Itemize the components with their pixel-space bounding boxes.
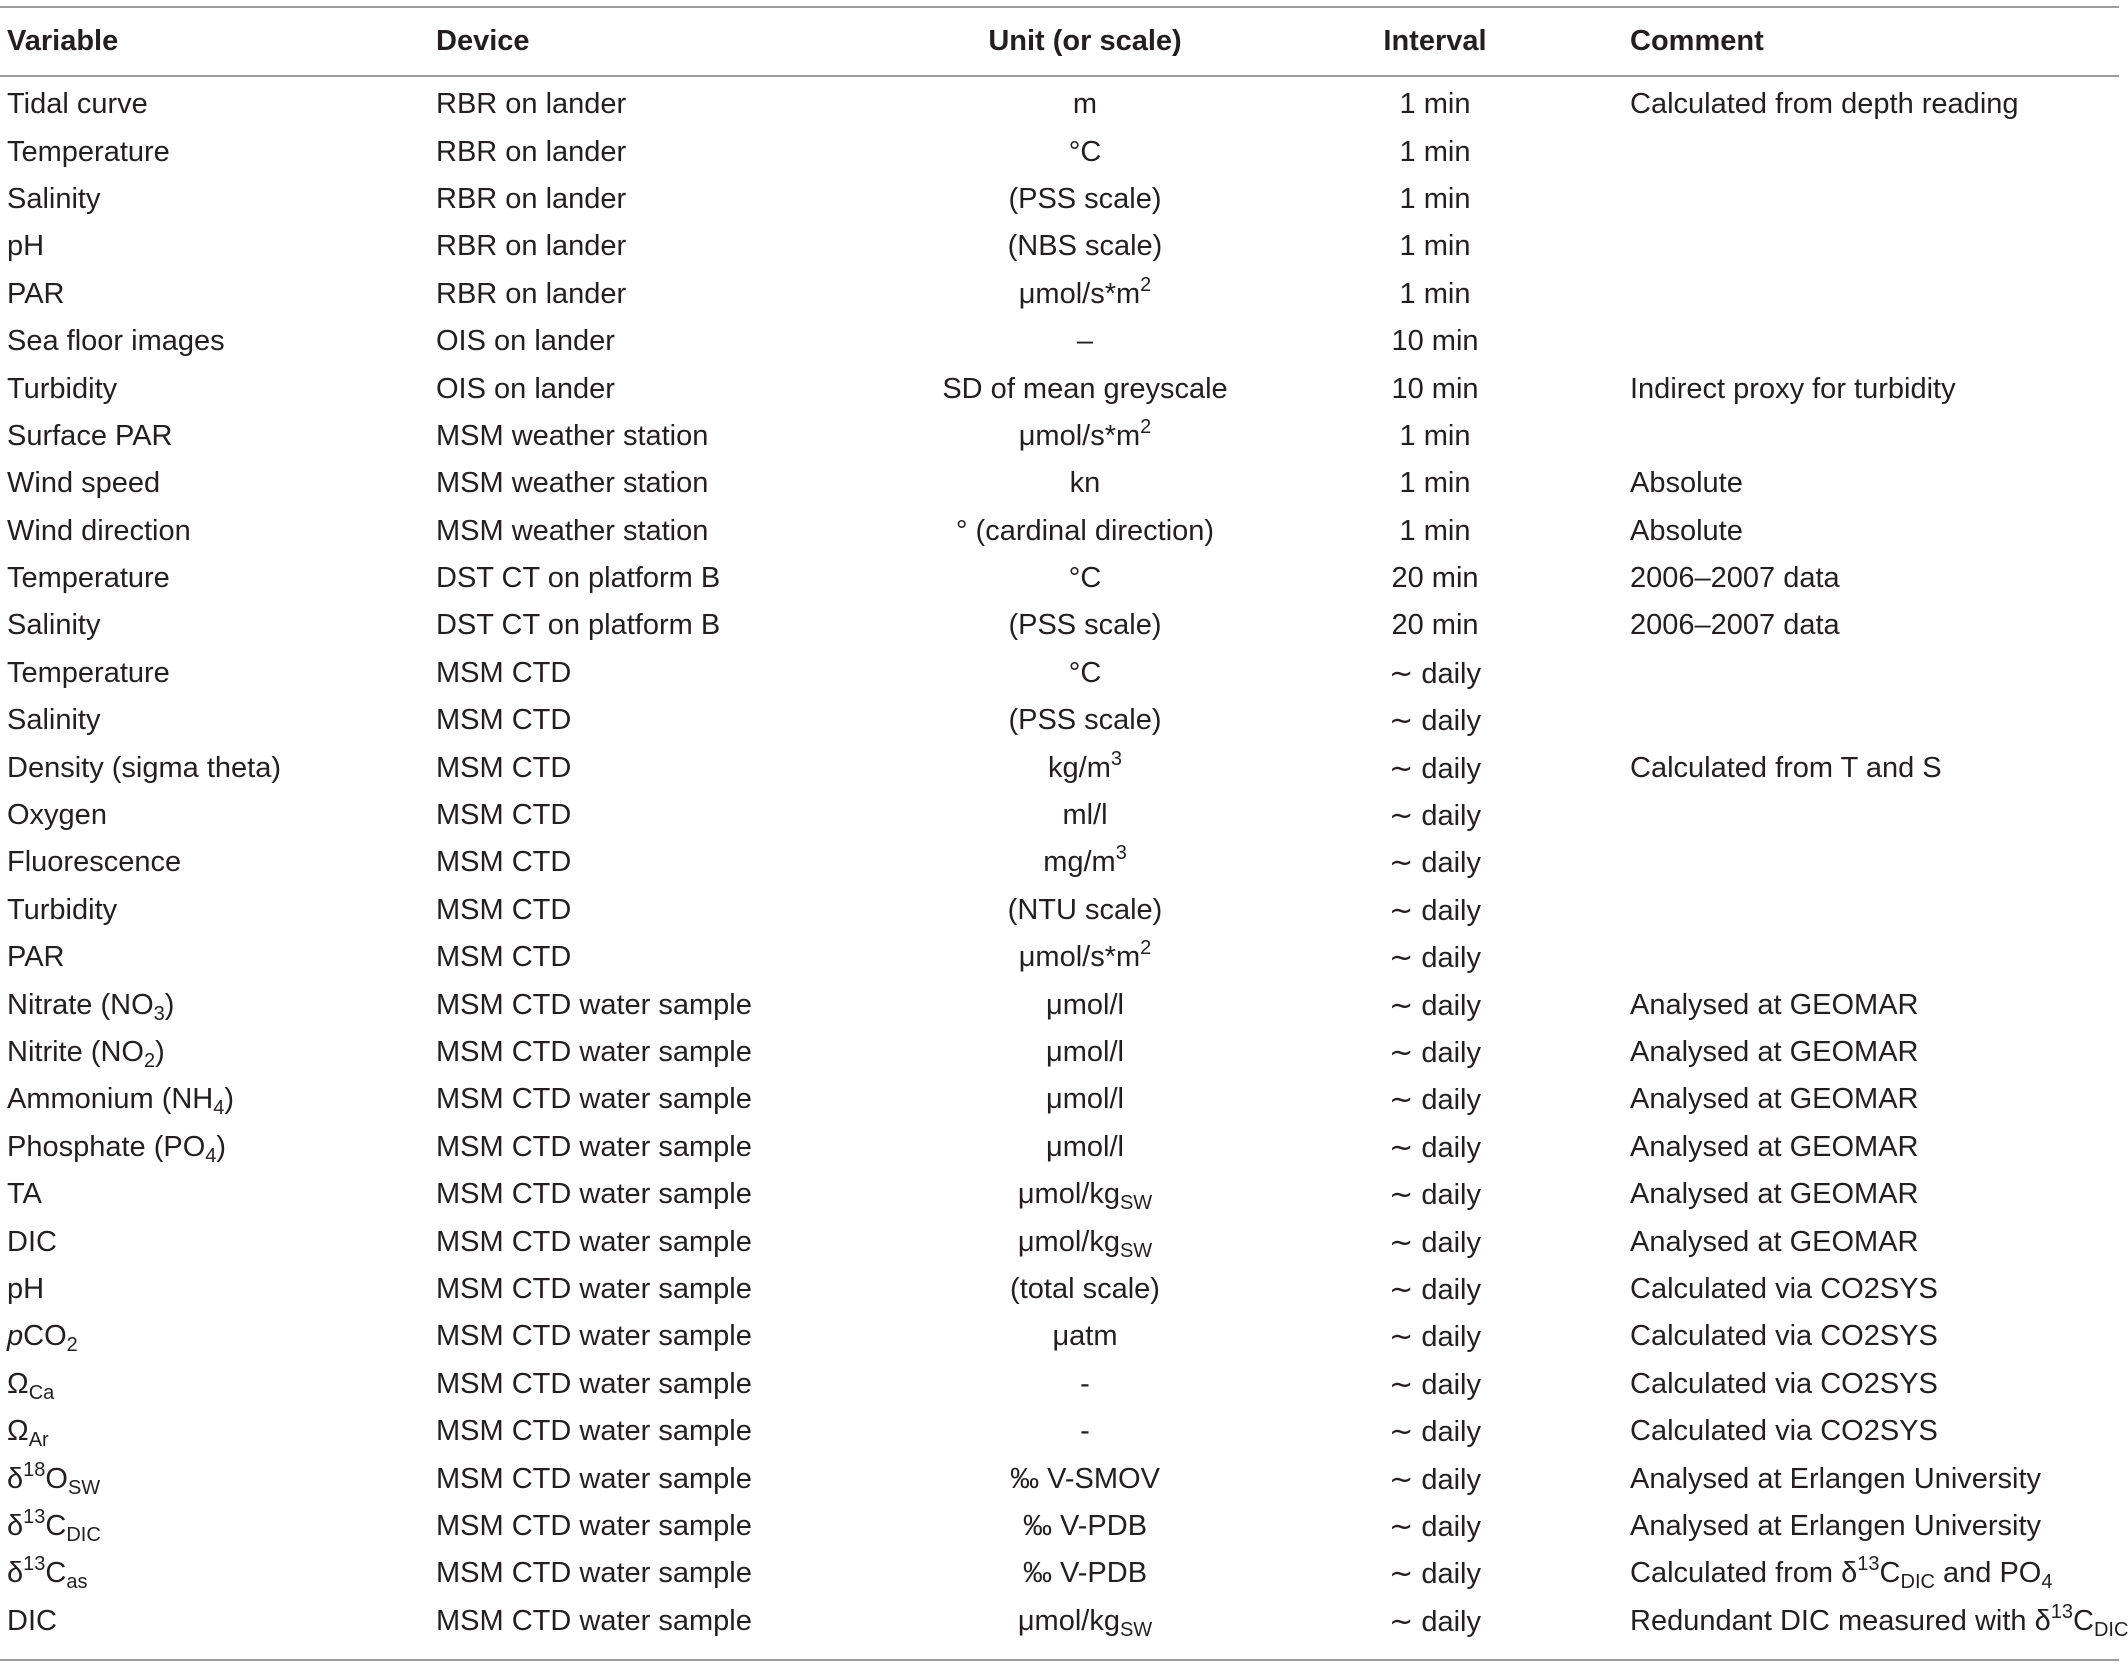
cell-comment — [1630, 697, 2119, 744]
table-row — [0, 934, 2119, 981]
cell-comment: Calculated via CO2SYS — [1630, 1272, 1938, 1305]
cell-variable: pH — [7, 1272, 45, 1305]
cell-unit: μmol/$kg_{SW}$ — [1017, 1604, 1153, 1641]
table-body — [0, 75, 2128, 1645]
cell-variable: Nitrite $(NO_2)$ — [7, 1036, 165, 1072]
cell-variable: $\Omega_{Ar}$ — [7, 1415, 49, 1452]
cell-interval: 1 min — [1399, 467, 1471, 500]
cell-comment — [1630, 318, 2119, 365]
cell-variable: pCO$_2$ — [7, 1320, 78, 1357]
cell-comment: Analysed at Erlangen University — [1630, 1462, 2042, 1495]
cell-interval: ∼ daily — [1389, 800, 1481, 833]
cell-unit: ml/l — [1062, 799, 1108, 832]
cell-device: MSM CTD water sample — [436, 1367, 752, 1400]
cell-unit: SD of mean greyscale — [942, 372, 1228, 405]
table-row — [0, 1550, 2119, 1597]
cell-variable: $\delta^{13}C_{as}$ — [7, 1553, 88, 1594]
cell-device: RBR on lander — [436, 88, 627, 121]
cell-interval: ∼ daily — [1389, 989, 1481, 1022]
table-row — [0, 1076, 2119, 1123]
cell-comment: Absolute — [1630, 514, 1743, 547]
cell-unit: – — [1076, 325, 1094, 358]
cell-comment: Calculated via CO2SYS — [1630, 1320, 1938, 1353]
cell-interval: 1 min — [1399, 277, 1471, 310]
cell-device: MSM CTD water sample — [436, 1272, 752, 1305]
cell-interval: 1 min — [1399, 514, 1471, 547]
cell-variable: Temperature — [7, 135, 170, 168]
cell-variable: Temperature — [7, 562, 170, 595]
cell-unit: °C — [1068, 135, 1102, 168]
cell-interval: 1 min — [1399, 88, 1471, 121]
cell-device: MSM CTD water sample — [436, 1604, 752, 1637]
cell-variable: PAR — [7, 941, 65, 974]
cell-comment — [1630, 650, 2119, 697]
cell-comment: Analysed at GEOMAR — [1630, 1178, 1919, 1211]
cell-comment: Analysed at Erlangen University — [1630, 1509, 2042, 1542]
cell-device: OIS on lander — [436, 325, 615, 358]
cell-comment: Calculated from $\delta^{13}C_{DIC}$ and $PO_4$ — [1630, 1553, 2053, 1594]
table-header-row — [0, 8, 2119, 75]
cell-variable: Turbidity — [7, 372, 118, 405]
cell-unit: (NBS scale) — [1007, 230, 1163, 263]
cell-variable: pH — [7, 230, 45, 263]
cell-comment: Redundant DIC measured with $\delta^{13}C_{DIC}$ — [1630, 1600, 2128, 1641]
cell-device: MSM weather station — [436, 419, 709, 452]
cell-comment — [1630, 887, 2119, 934]
cell-comment — [1630, 271, 2119, 318]
header-unit: Unit (or scale) — [988, 25, 1182, 57]
cell-unit: $mg/m^3$ — [1043, 842, 1127, 879]
cell-unit: μmol/$kg_{SW}$ — [1017, 1225, 1153, 1262]
table-row — [0, 1266, 2119, 1313]
cell-unit: ‰ V-PDB — [1022, 1509, 1148, 1542]
cell-unit: (total scale) — [1010, 1272, 1160, 1305]
cell-unit: m — [1072, 88, 1098, 121]
cell-device: MSM CTD water sample — [436, 1130, 752, 1163]
header-comment: Comment — [1630, 25, 1764, 57]
table-row — [0, 602, 2119, 649]
cell-comment: 2006–2007 data — [1630, 609, 1840, 642]
cell-variable: Fluorescence — [7, 846, 182, 879]
cell-device: MSM CTD — [436, 704, 572, 737]
cell-unit: μmol/$kg_{SW}$ — [1017, 1178, 1153, 1215]
cell-interval: 10 min — [1391, 325, 1479, 358]
cell-interval: ∼ daily — [1389, 894, 1481, 927]
cell-device: MSM CTD water sample — [436, 1036, 752, 1068]
cell-device: DST CT on platform B — [436, 562, 721, 595]
cell-unit: - — [1080, 1415, 1090, 1448]
cell-device: MSM CTD — [436, 941, 572, 974]
cell-device: MSM CTD — [436, 656, 572, 689]
cell-unit: (PSS scale) — [1008, 704, 1162, 737]
table-row — [0, 413, 2119, 460]
cell-comment: Analysed at GEOMAR — [1630, 1036, 1919, 1068]
cell-unit: μmol/$s*m^2$ — [1018, 415, 1152, 452]
table-row — [0, 1171, 2119, 1218]
cell-interval: ∼ daily — [1389, 1416, 1481, 1449]
cell-device: MSM CTD water sample — [436, 988, 752, 1021]
cell-unit: μmol/l — [1046, 1130, 1124, 1163]
cell-device: MSM CTD water sample — [436, 1225, 752, 1258]
variables-table — [0, 8, 2128, 1645]
cell-variable: Temperature — [7, 656, 170, 689]
cell-device: OIS on lander — [436, 372, 615, 405]
cell-device: DST CT on platform B — [436, 609, 721, 642]
cell-interval: 10 min — [1391, 372, 1479, 405]
cell-interval: ∼ daily — [1389, 1368, 1481, 1401]
cell-comment: Analysed at GEOMAR — [1630, 1225, 1919, 1258]
cell-device: MSM CTD — [436, 751, 572, 784]
cell-comment: Calculated via CO2SYS — [1630, 1415, 1938, 1448]
cell-interval: ∼ daily — [1389, 1605, 1481, 1638]
table-row — [0, 508, 2119, 555]
cell-variable: $\Omega_{Ca}$ — [7, 1367, 55, 1404]
cell-unit: °C — [1068, 562, 1102, 595]
table-row — [0, 1598, 2119, 1645]
cell-variable: Sea floor images — [7, 325, 225, 358]
cell-device: MSM CTD — [436, 893, 572, 926]
table-row — [0, 1124, 2119, 1171]
table-row — [0, 792, 2119, 839]
cell-variable: DIC — [7, 1604, 57, 1637]
table-row — [0, 697, 2119, 744]
cell-comment: Calculated from T and S — [1630, 751, 1942, 784]
cell-comment: Analysed at GEOMAR — [1630, 988, 1919, 1021]
cell-device: MSM CTD water sample — [436, 1509, 752, 1542]
cell-comment — [1630, 839, 2119, 886]
cell-unit: (PSS scale) — [1008, 609, 1162, 642]
cell-variable: Turbidity — [7, 893, 118, 926]
table-row — [0, 650, 2119, 697]
cell-comment — [1630, 128, 2119, 175]
cell-interval: ∼ daily — [1389, 1321, 1481, 1354]
cell-interval: 20 min — [1391, 562, 1479, 595]
cell-device: MSM CTD water sample — [436, 1320, 752, 1353]
cell-device: MSM CTD water sample — [436, 1178, 752, 1211]
cell-interval: ∼ daily — [1389, 1037, 1481, 1069]
table-row — [0, 744, 2119, 791]
table-row — [0, 1029, 2119, 1076]
table-row — [0, 1455, 2119, 1502]
cell-unit: μmol/l — [1046, 1036, 1124, 1068]
cell-variable: Salinity — [7, 704, 101, 737]
cell-device: RBR on lander — [436, 230, 627, 263]
cell-device: MSM CTD — [436, 846, 572, 879]
cell-interval: 1 min — [1399, 419, 1471, 452]
cell-variable: Density (sigma theta) — [7, 751, 281, 784]
table-row — [0, 75, 2119, 128]
table-row — [0, 1361, 2119, 1408]
cell-interval: ∼ daily — [1389, 1558, 1481, 1591]
cell-interval: ∼ daily — [1389, 1179, 1481, 1212]
cell-interval: ∼ daily — [1389, 752, 1481, 785]
cell-comment: Indirect proxy for turbidity — [1630, 372, 1956, 405]
cell-variable: Oxygen — [7, 799, 107, 832]
cell-unit: - — [1080, 1367, 1090, 1400]
cell-variable: Salinity — [7, 182, 101, 215]
cell-variable: Salinity — [7, 609, 101, 642]
cell-comment — [1630, 176, 2119, 223]
cell-interval: ∼ daily — [1389, 1273, 1481, 1306]
cell-unit: $kg/m^3$ — [1048, 747, 1122, 784]
cell-comment: Analysed at GEOMAR — [1630, 1083, 1919, 1116]
table-row — [0, 1503, 2119, 1550]
cell-unit: μmol/l — [1046, 988, 1124, 1021]
cell-comment: Absolute — [1630, 467, 1743, 500]
cell-interval: 1 min — [1399, 230, 1471, 263]
cell-device: RBR on lander — [436, 135, 627, 168]
cell-device: MSM weather station — [436, 467, 709, 500]
cell-comment — [1630, 792, 2119, 839]
table-row — [0, 460, 2119, 507]
cell-variable: Wind direction — [7, 514, 191, 547]
cell-variable: Surface PAR — [7, 419, 173, 452]
cell-interval: ∼ daily — [1389, 942, 1481, 975]
cell-interval: ∼ daily — [1389, 1226, 1481, 1259]
cell-comment: 2006–2007 data — [1630, 562, 1840, 595]
cell-interval: ∼ daily — [1389, 1131, 1481, 1164]
table-row — [0, 555, 2119, 602]
table-row — [0, 887, 2119, 934]
cell-comment: Calculated from depth reading — [1630, 88, 2019, 121]
table-bottom-rule — [0, 1659, 2119, 1661]
cell-unit: μmol/$s*m^2$ — [1018, 273, 1152, 310]
cell-variable: Tidal curve — [7, 88, 148, 121]
cell-device: RBR on lander — [436, 182, 627, 215]
cell-comment — [1630, 413, 2119, 460]
cell-interval: 20 min — [1391, 609, 1479, 642]
cell-comment: Analysed at GEOMAR — [1630, 1130, 1919, 1163]
cell-unit: (NTU scale) — [1007, 893, 1163, 926]
cell-interval: ∼ daily — [1389, 705, 1481, 738]
cell-comment — [1630, 223, 2119, 270]
table-row — [0, 839, 2119, 886]
cell-unit: μatm — [1052, 1320, 1118, 1353]
table-row — [0, 1408, 2119, 1455]
cell-interval: ∼ daily — [1389, 1463, 1481, 1496]
cell-unit: ‰ V-PDB — [1022, 1557, 1148, 1590]
cell-device: MSM weather station — [436, 514, 709, 547]
table-row — [0, 271, 2119, 318]
cell-variable: $\delta^{18}O_{SW}$ — [7, 1458, 101, 1499]
cell-device: MSM CTD — [436, 799, 572, 832]
cell-unit: μmol/$s*m^2$ — [1018, 937, 1152, 974]
cell-unit: μmol/l — [1046, 1083, 1124, 1116]
cell-comment — [1630, 934, 2119, 981]
cell-device: MSM CTD water sample — [436, 1415, 752, 1448]
cell-device: MSM CTD water sample — [436, 1557, 752, 1590]
cell-unit: ‰ V-SMOV — [1010, 1462, 1160, 1495]
cell-unit: ° (cardinal direction) — [955, 514, 1215, 547]
cell-device: MSM CTD water sample — [436, 1083, 752, 1116]
cell-variable: Ammonium $(NH_4)$ — [7, 1083, 235, 1120]
cell-variable: TA — [7, 1178, 42, 1211]
cell-unit: °C — [1068, 656, 1102, 689]
table-row — [0, 1218, 2119, 1265]
cell-interval: 1 min — [1399, 182, 1471, 215]
cell-variable: Phosphate $(PO_4)$ — [7, 1130, 227, 1167]
cell-device: RBR on lander — [436, 277, 627, 310]
header-device: Device — [436, 25, 530, 57]
cell-interval: ∼ daily — [1389, 657, 1481, 690]
cell-interval: 1 min — [1399, 135, 1471, 168]
cell-interval: ∼ daily — [1389, 1084, 1481, 1117]
cell-variable: $\delta^{13}C_{DIC}$ — [7, 1505, 101, 1546]
cell-variable: PAR — [7, 277, 65, 310]
cell-device: MSM CTD water sample — [436, 1462, 752, 1495]
header-interval: Interval — [1383, 25, 1487, 57]
cell-unit: kn — [1069, 467, 1101, 500]
table-row — [0, 176, 2119, 223]
cell-unit: (PSS scale) — [1008, 182, 1162, 215]
header-variable: Variable — [7, 25, 119, 57]
cell-interval: ∼ daily — [1389, 847, 1481, 880]
cell-variable: Wind speed — [7, 467, 161, 500]
table-row — [0, 981, 2119, 1028]
table-row — [0, 318, 2119, 365]
table-row — [0, 365, 2119, 412]
table-row — [0, 223, 2119, 270]
cell-interval: ∼ daily — [1389, 1510, 1481, 1543]
cell-comment: Calculated via CO2SYS — [1630, 1367, 1938, 1400]
table-row — [0, 1313, 2119, 1360]
cell-variable: Nitrate $(NO_3)$ — [7, 988, 175, 1025]
cell-variable: DIC — [7, 1225, 57, 1258]
table-row — [0, 128, 2119, 175]
